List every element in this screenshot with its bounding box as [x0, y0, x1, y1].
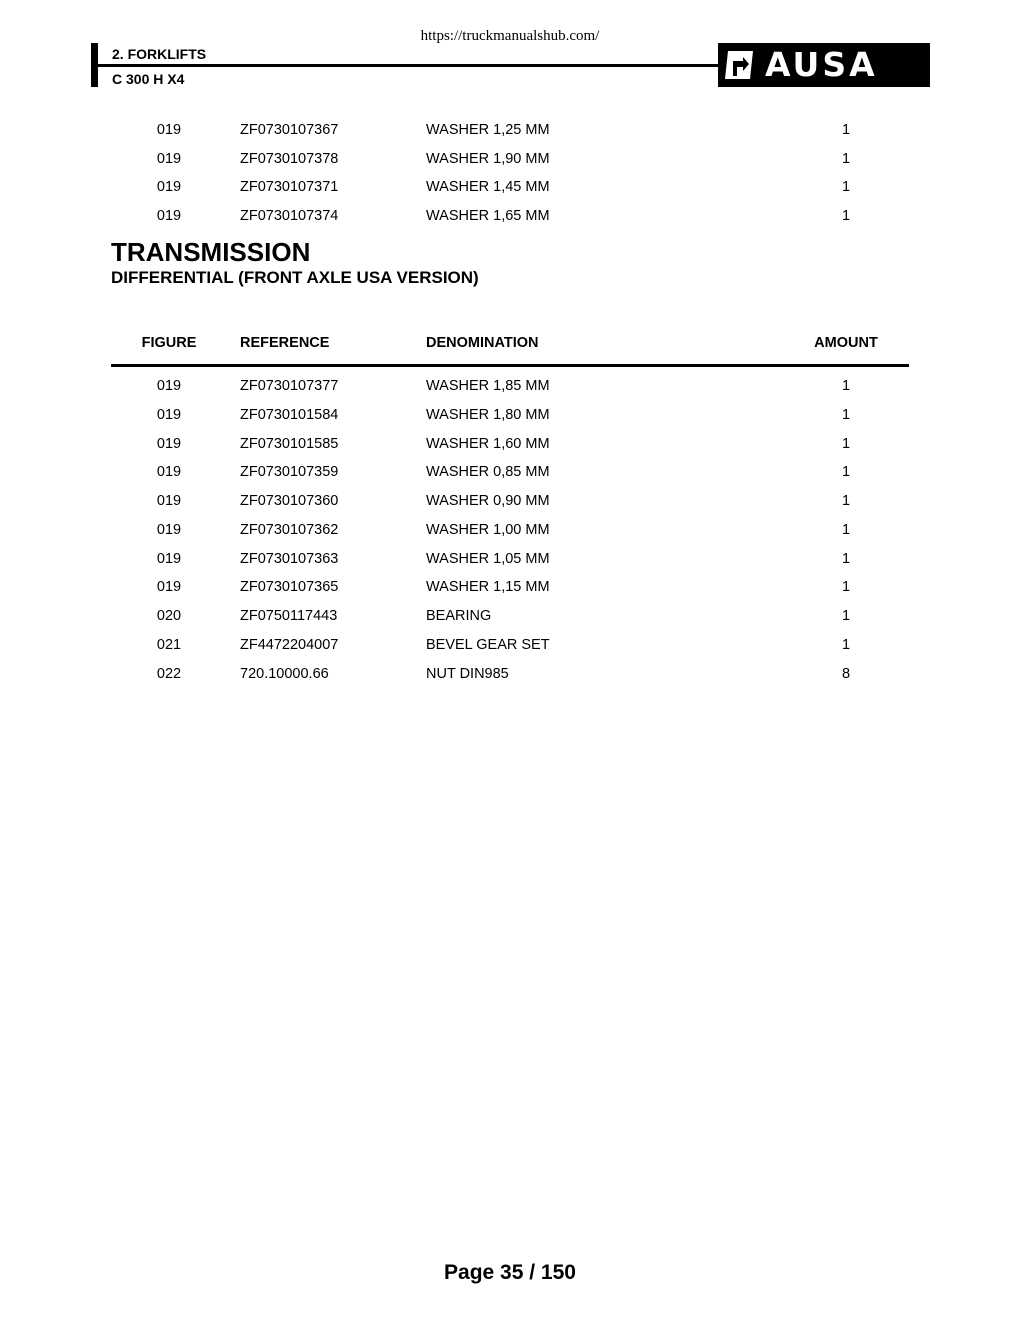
amount-cell: 1 [841, 179, 851, 195]
amount-cell: 1 [841, 579, 851, 595]
table-row [0, 579, 1020, 599]
table-header [0, 335, 1020, 355]
amount-cell: 8 [841, 666, 851, 682]
page-number: Page 35 / 150 [444, 1261, 576, 1284]
header-divider [98, 64, 720, 67]
reference-cell: ZF0730101585 [240, 436, 339, 452]
amount-column-header: AMOUNT [814, 335, 878, 351]
amount-cell: 1 [841, 464, 851, 480]
header-model-name: C 300 H X4 [112, 71, 185, 87]
table-header-divider [111, 364, 909, 367]
header-accent-bar [91, 43, 98, 87]
reference-cell: ZF0730107360 [240, 493, 339, 509]
denomination-cell: WASHER 1,00 MM [426, 522, 550, 538]
table-row [0, 464, 1020, 484]
reference-cell: 720.10000.66 [240, 666, 329, 682]
figure-cell: 019 [156, 151, 182, 167]
amount-cell: 1 [841, 151, 851, 167]
denomination-cell: BEARING [426, 608, 492, 624]
figure-cell: 022 [156, 666, 182, 682]
header-section-title: 2. FORKLIFTS [112, 46, 207, 62]
amount-cell: 1 [841, 208, 851, 224]
denomination-cell: WASHER 1,65 MM [426, 208, 550, 224]
table-row [0, 551, 1020, 571]
figure-cell: 019 [156, 378, 182, 394]
reference-cell: ZF0730101584 [240, 407, 339, 423]
amount-cell: 1 [841, 637, 851, 653]
table-row [0, 179, 1020, 199]
table-row [0, 122, 1020, 142]
figure-cell: 019 [156, 522, 182, 538]
denomination-cell: WASHER 1,80 MM [426, 407, 550, 423]
denomination-cell: WASHER 1,05 MM [426, 551, 550, 567]
table-row [0, 407, 1020, 427]
amount-cell: 1 [841, 436, 851, 452]
figure-cell: 019 [156, 551, 182, 567]
denomination-cell: WASHER 1,15 MM [426, 579, 550, 595]
amount-cell: 1 [841, 608, 851, 624]
amount-cell: 1 [841, 493, 851, 509]
figure-cell: 019 [156, 179, 182, 195]
amount-cell: 1 [841, 407, 851, 423]
reference-column-header: REFERENCE [240, 335, 330, 351]
denomination-cell: WASHER 1,45 MM [426, 179, 550, 195]
denomination-cell: WASHER 0,85 MM [426, 464, 550, 480]
reference-cell: ZF0730107367 [240, 122, 339, 138]
reference-cell: ZF0730107362 [240, 522, 339, 538]
table-row [0, 493, 1020, 513]
reference-cell: ZF0750117443 [240, 608, 338, 624]
figure-cell: 020 [156, 608, 182, 624]
denomination-cell: WASHER 1,90 MM [426, 151, 550, 167]
table-row [0, 666, 1020, 686]
ausa-logo [718, 43, 930, 87]
amount-cell: 1 [841, 522, 851, 538]
reference-cell: ZF4472204007 [240, 637, 339, 653]
source-url: https://truckmanualshub.com/ [420, 28, 600, 44]
figure-cell: 019 [156, 464, 182, 480]
figure-cell: 019 [156, 407, 182, 423]
amount-cell: 1 [841, 122, 851, 138]
table-row [0, 208, 1020, 228]
table-row [0, 637, 1020, 657]
table-row [0, 151, 1020, 171]
figure-cell: 019 [156, 579, 182, 595]
denomination-cell: WASHER 0,90 MM [426, 493, 550, 509]
ausa-logo-text: AUSA [765, 45, 878, 84]
reference-cell: ZF0730107371 [240, 179, 339, 195]
amount-cell: 1 [841, 551, 851, 567]
denomination-cell: WASHER 1,25 MM [426, 122, 550, 138]
table-row [0, 608, 1020, 628]
reference-cell: ZF0730107374 [240, 208, 339, 224]
table-row [0, 522, 1020, 542]
section-subtitle: DIFFERENTIAL (FRONT AXLE USA VERSION) [111, 268, 479, 287]
table-row [0, 436, 1020, 456]
reference-cell: ZF0730107378 [240, 151, 339, 167]
denomination-cell: NUT DIN985 [426, 666, 509, 682]
figure-cell: 019 [156, 208, 182, 224]
section-title: TRANSMISSION [111, 237, 311, 267]
reference-cell: ZF0730107363 [240, 551, 339, 567]
ausa-logo-mark-icon [723, 49, 755, 81]
reference-cell: ZF0730107377 [240, 378, 339, 394]
figure-cell: 019 [156, 122, 182, 138]
figure-cell: 019 [156, 436, 182, 452]
reference-cell: ZF0730107365 [240, 579, 339, 595]
table-row [0, 378, 1020, 398]
figure-cell: 019 [156, 493, 182, 509]
denomination-cell: WASHER 1,85 MM [426, 378, 550, 394]
reference-cell: ZF0730107359 [240, 464, 339, 480]
amount-cell: 1 [841, 378, 851, 394]
figure-cell: 021 [156, 637, 182, 653]
denomination-column-header: DENOMINATION [426, 335, 539, 351]
denomination-cell: WASHER 1,60 MM [426, 436, 550, 452]
denomination-cell: BEVEL GEAR SET [426, 637, 550, 653]
figure-column-header: FIGURE [141, 335, 197, 351]
